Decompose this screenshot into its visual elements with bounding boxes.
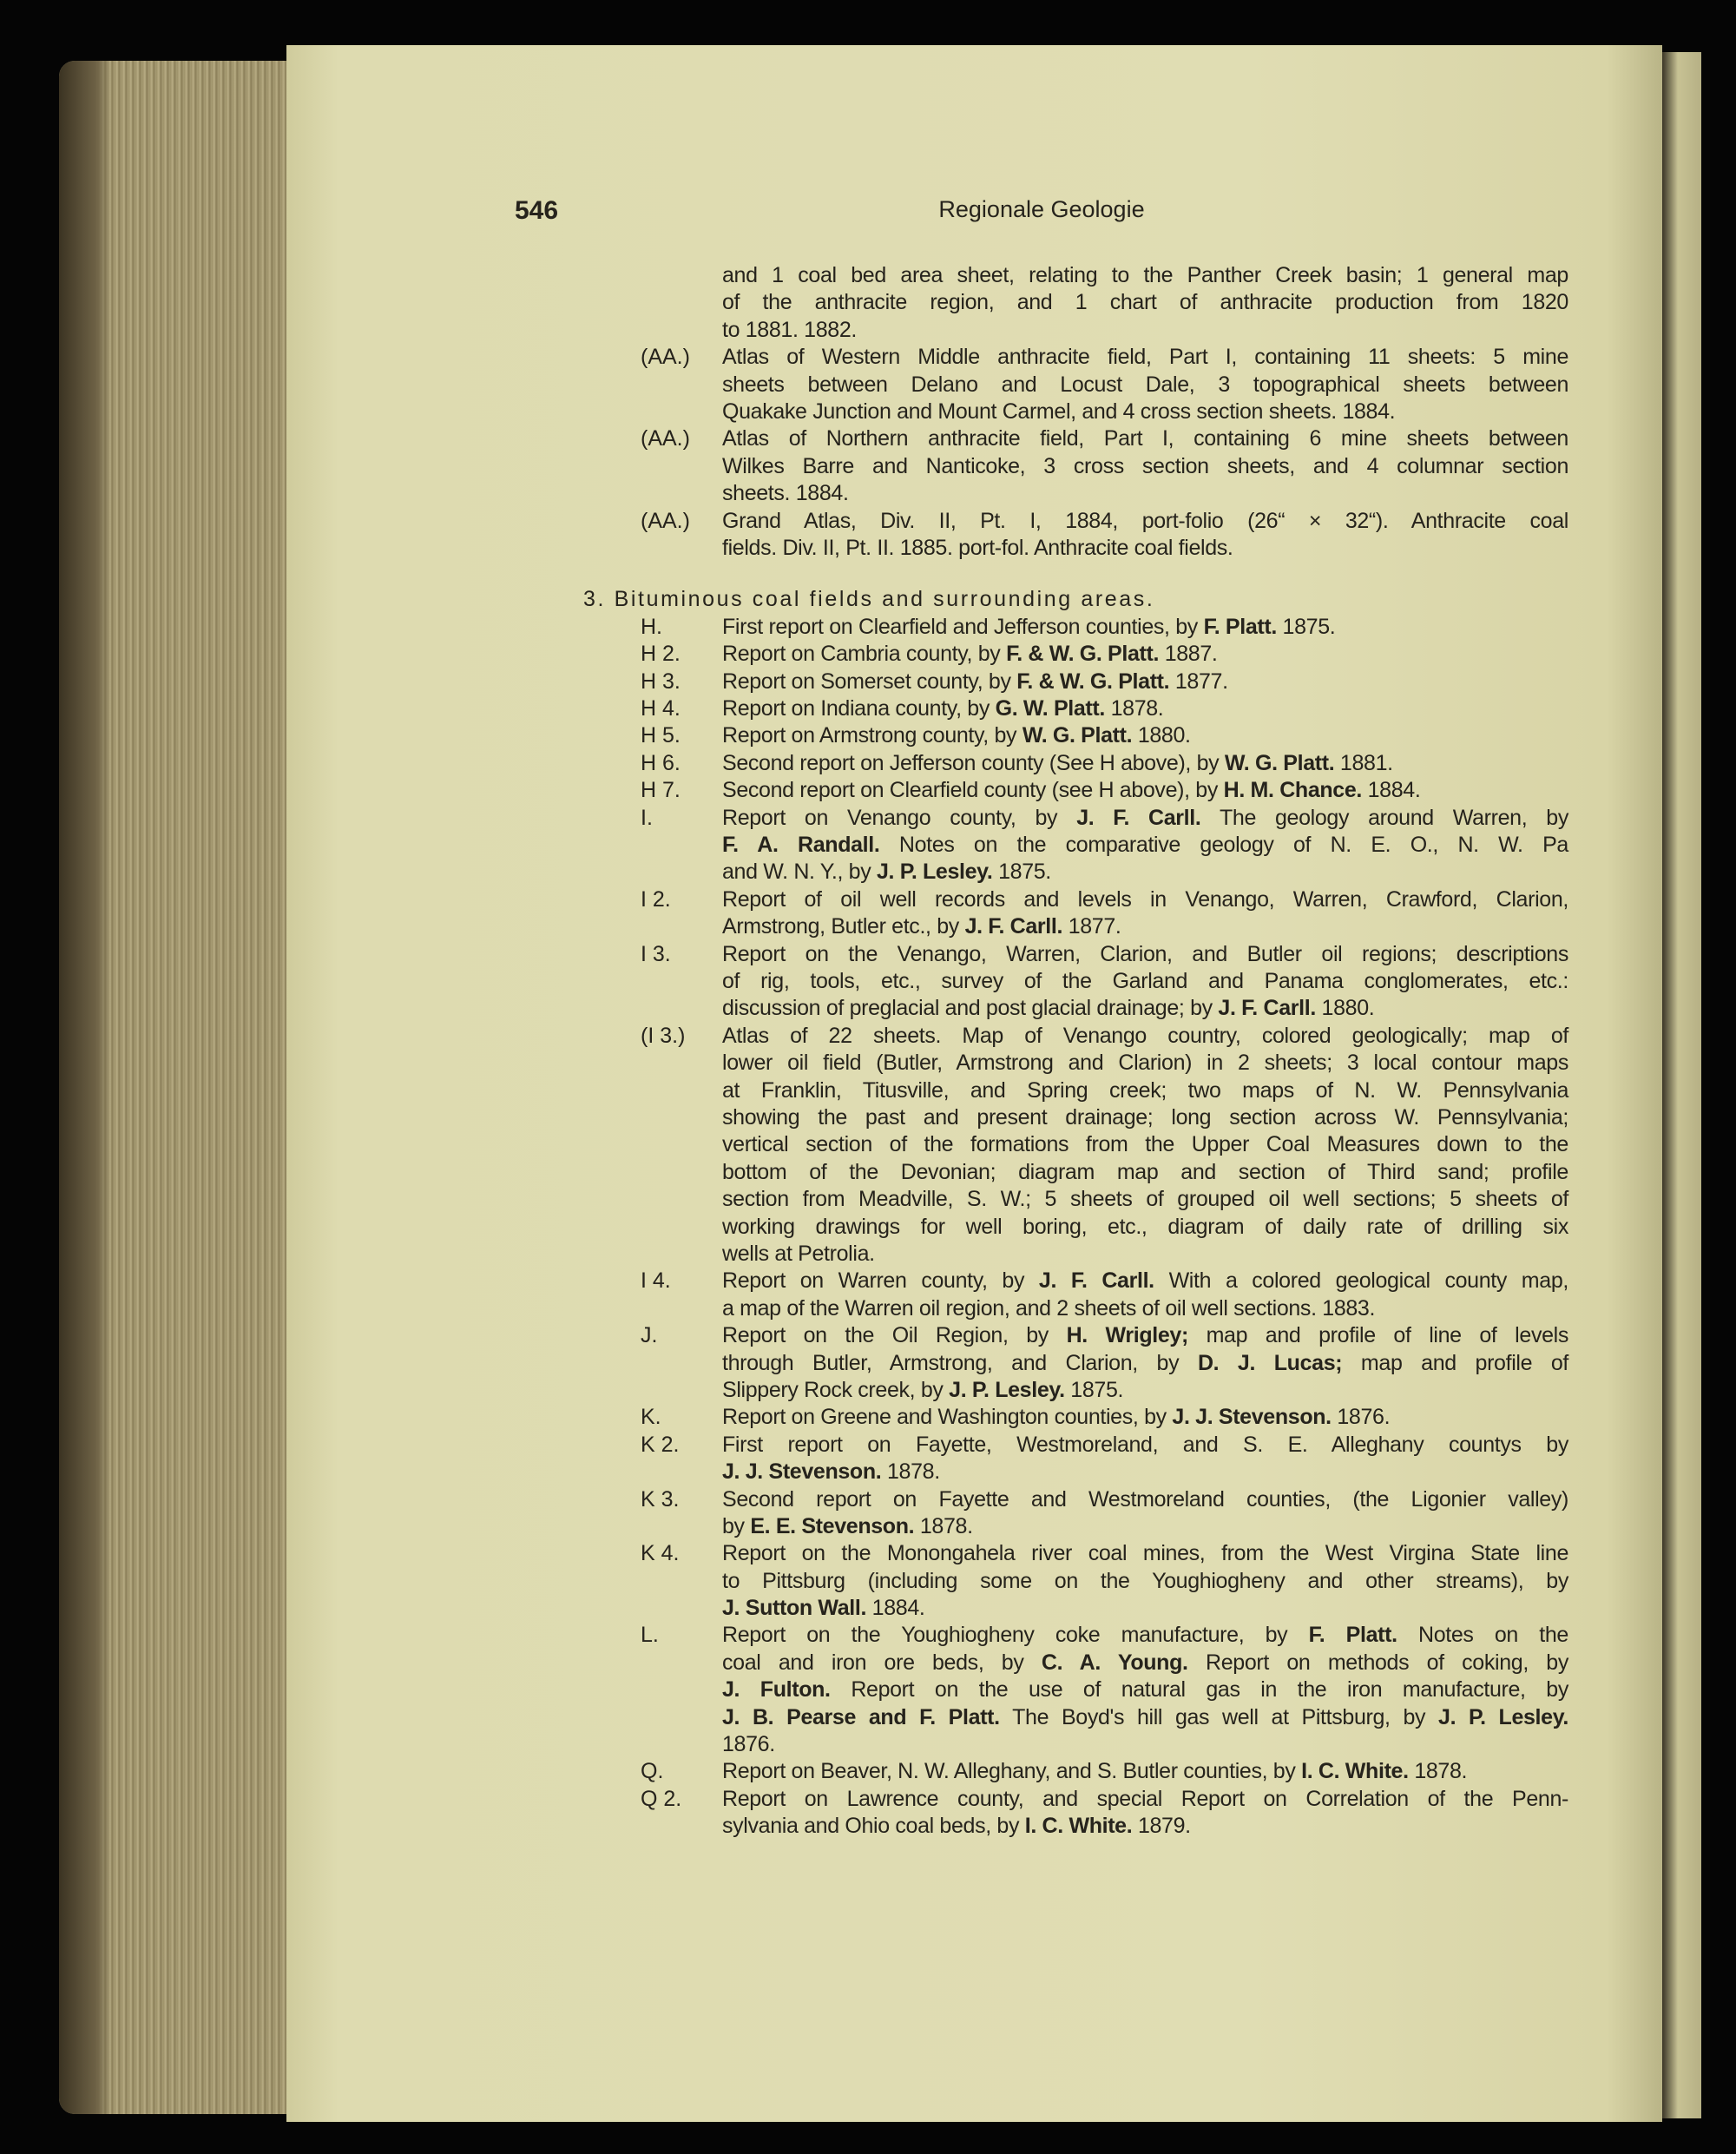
bibliography-entry <box>0 695 1736 722</box>
author-name: W. G. Platt. <box>1022 723 1133 748</box>
entry-text: 1878. <box>1110 695 1164 721</box>
entry-line <box>722 1540 1568 1567</box>
bibliography-entry <box>0 1540 1736 1622</box>
entry-line <box>722 1568 1568 1595</box>
page-body <box>0 262 1736 1841</box>
entry-text: Atlas of Northern anthracite field, Part I, containing 6 mine sheets between <box>722 426 1568 451</box>
entry-line <box>722 1513 1568 1540</box>
entry-text: Report of oil well records and levels in Venango, Warren, Crawford, Clarion, <box>722 886 1568 912</box>
entry-line <box>722 1214 1568 1241</box>
entry-label: H 3. <box>641 669 681 694</box>
entry-text: Report on the Youghiogheny coke manufacture, by <box>722 1623 1288 1648</box>
entry-line <box>722 1241 1568 1268</box>
entry-line <box>722 805 1568 832</box>
entry-label: H 7. <box>641 778 681 803</box>
entry-text: coal and iron ore beds, by <box>722 1650 1024 1675</box>
entry-text: With a colored geological county map, <box>1168 1268 1568 1294</box>
entry-line <box>722 614 1568 641</box>
bituminous-entries <box>0 614 1736 1841</box>
entry-line <box>722 1404 1568 1431</box>
entry-line <box>722 344 1568 371</box>
bibliography-entry <box>0 1432 1736 1486</box>
author-name: F. Platt. <box>1203 614 1277 639</box>
entry-text: 1880. <box>1321 996 1375 1021</box>
entry-text: sylvania and Ohio coal beds, by <box>722 1814 1020 1839</box>
author-name: J. F. Carll. <box>964 914 1063 939</box>
entry-text: of the anthracite region, and 1 chart of anthracite production from 1820 <box>722 290 1568 315</box>
author-name: F. & W. G. Platt. <box>1016 669 1170 694</box>
entry-label: L. <box>641 1623 659 1648</box>
entry-label: H 4. <box>641 695 681 721</box>
entry-line <box>722 669 1568 695</box>
entry-line <box>722 262 1568 289</box>
entry-text: map and profile of line of levels <box>1206 1323 1568 1348</box>
entry-text: Notes on the comparative geology of N. E. O., N. W. Pa <box>898 833 1568 857</box>
entry-line <box>722 1295 1568 1322</box>
entry-label: I 3. <box>641 941 671 966</box>
entry-line <box>722 289 1568 316</box>
entry-line <box>722 1131 1568 1158</box>
entry-text: Report on Lawrence county, and special Report on Correlation of the Penn- <box>722 1786 1568 1811</box>
entry-line <box>722 372 1568 399</box>
entry-text: Report on methods of coking, by <box>1206 1650 1568 1675</box>
entry-text: Report on the Venango, Warren, Clarion, and Butler oil regions; descriptions <box>722 941 1568 966</box>
entry-text: Report on the Oil Region, by <box>722 1323 1049 1348</box>
entry-line <box>722 641 1568 668</box>
entry-text: 1884. <box>871 1596 925 1621</box>
author-name: F. Platt. <box>1308 1623 1397 1648</box>
entry-text: a map of the Warren oil region, and 2 sheets of oil well sections. 1883. <box>722 1295 1376 1321</box>
bibliography-entry <box>0 886 1736 941</box>
author-name: C. A. Young. <box>1041 1650 1188 1675</box>
entry-text: fields. Div. II, Pt. II. 1885. port-fol. Anthracite coal fields. <box>722 535 1233 560</box>
author-name: J. Fulton. <box>722 1677 831 1703</box>
bibliography-entry <box>0 722 1736 749</box>
entry-label: J. <box>641 1323 658 1348</box>
entry-text: wells at Petrolia. <box>722 1241 875 1266</box>
entry-text: Report on Armstrong county, by <box>722 723 1017 748</box>
entry-text: Grand Atlas, Div. II, Pt. I, 1884, port-folio (26“ × 32“). Anthracite coal <box>722 508 1568 533</box>
entry-text: 1881. <box>1339 750 1393 775</box>
author-name: F. & W. G. Platt. <box>1006 642 1160 667</box>
entry-text: map and profile of <box>1360 1350 1568 1375</box>
entry-text: sheets between Delano and Locust Dale, 3 topographical sheets between <box>722 372 1568 397</box>
entry-line <box>722 1432 1568 1459</box>
entry-line <box>722 1350 1568 1377</box>
running-head: Regionale Geologie <box>938 196 1145 222</box>
entry-text: 1877. <box>1068 914 1121 939</box>
entry-label: K. <box>641 1405 661 1430</box>
bibliography-entry <box>0 1268 1736 1322</box>
author-name: D. J. Lucas; <box>1197 1350 1343 1375</box>
entry-line <box>722 777 1568 804</box>
author-name: J. B. Pearse and F. Platt. <box>722 1704 1000 1729</box>
author-name: W. G. Platt. <box>1224 750 1335 775</box>
entry-line <box>722 1186 1568 1213</box>
entry-line <box>722 1268 1568 1294</box>
entry-text: showing the past and present drainage; long section across W. Pennsylvania; <box>722 1104 1568 1130</box>
entry-text: to 1881. 1882. <box>722 317 857 342</box>
entry-label: I. <box>641 805 653 830</box>
entry-label: I 2. <box>641 886 671 912</box>
author-name: E. E. Stevenson. <box>750 1513 915 1538</box>
entry-label: (I 3.) <box>641 1023 686 1048</box>
author-name: J. F. Carll. <box>1218 996 1316 1021</box>
author-name: J. F. Carll. <box>1076 805 1201 830</box>
author-name: I. C. White. <box>1301 1759 1409 1784</box>
entry-text: Report on Beaver, N. W. Alleghany, and S. Butler counties, by <box>722 1759 1296 1784</box>
entry-text: 1876. <box>1337 1405 1391 1430</box>
entry-line <box>722 750 1568 777</box>
author-name: J. Sutton Wall. <box>722 1596 867 1621</box>
page-number: 546 <box>515 196 559 225</box>
entry-label: K 3. <box>641 1486 680 1512</box>
bibliography-entry <box>0 262 1736 344</box>
bibliography-entry <box>0 1622 1736 1758</box>
entry-text: 1875. <box>1070 1377 1124 1402</box>
author-name: J. F. Carll. <box>1038 1268 1154 1294</box>
entry-text: 1875. <box>998 860 1051 885</box>
entry-text: through Butler, Armstrong, and Clarion, by <box>722 1350 1180 1375</box>
entry-text: working drawings for well boring, etc., diagram of daily rate of drilling six <box>722 1214 1568 1239</box>
entry-line <box>722 1104 1568 1131</box>
entry-line <box>722 1595 1568 1622</box>
entry-text: 1880. <box>1137 723 1191 748</box>
author-name: G. W. Platt. <box>995 695 1105 721</box>
section-heading: 3. Bituminous coal fields and surrounding areas. <box>583 587 1155 612</box>
entry-label: (AA.) <box>641 508 690 533</box>
entry-text: Notes on the <box>1418 1623 1568 1648</box>
author-name: J. P. Lesley. <box>1438 1704 1569 1729</box>
author-name: I. C. White. <box>1024 1814 1133 1839</box>
entry-text: The geology around Warren, by <box>1219 805 1568 830</box>
bibliography-entry <box>0 425 1736 507</box>
entry-text: Report on Cambria county, by <box>722 642 1001 667</box>
entry-text: Wilkes Barre and Nanticoke, 3 cross section sheets, and 4 columnar section <box>722 453 1568 478</box>
entry-line <box>722 1377 1568 1404</box>
entry-label: H 2. <box>641 642 681 667</box>
bibliography-entry <box>0 1023 1736 1268</box>
entry-text: by <box>722 1513 745 1538</box>
bibliography-entry <box>0 1486 1736 1541</box>
entry-text: Quakake Junction and Mount Carmel, and 4 cross section sheets. 1884. <box>722 399 1396 424</box>
entry-text: Armstrong, Butler etc., by <box>722 914 959 939</box>
entry-line <box>722 832 1568 859</box>
entry-text: Atlas of 22 sheets. Map of Venango country, colored geologically; map of <box>722 1023 1568 1048</box>
entry-line <box>722 886 1568 913</box>
entry-line <box>722 508 1568 535</box>
anthracite-entries <box>0 262 1736 562</box>
entry-line <box>722 695 1568 722</box>
entry-text: 1878. <box>919 1513 973 1538</box>
author-name: J. J. Stevenson. <box>722 1459 882 1485</box>
bibliography-entry <box>0 1322 1736 1404</box>
entry-line <box>722 859 1568 886</box>
entry-line <box>722 1704 1568 1731</box>
entry-text: 1884. <box>1367 778 1421 803</box>
entry-line <box>722 480 1568 507</box>
author-name: J. P. Lesley. <box>949 1377 1065 1402</box>
entry-line <box>722 1731 1568 1758</box>
entry-text: and 1 coal bed area sheet, relating to the Panther Creek basin; 1 general map <box>722 263 1568 287</box>
entry-line <box>722 1650 1568 1676</box>
entry-line <box>722 399 1568 425</box>
entry-line <box>722 1676 1568 1703</box>
bibliography-entry <box>0 777 1736 804</box>
bibliography-entry <box>0 1786 1736 1841</box>
entry-text: lower oil field (Butler, Armstrong and Clarion) in 2 sheets; 3 local contour maps <box>722 1051 1568 1076</box>
entry-text: Report on Somerset county, by <box>722 669 1011 694</box>
author-name: H. M. Chance. <box>1223 778 1362 803</box>
entry-text: bottom of the Devonian; diagram map and section of Third sand; profile <box>722 1159 1568 1184</box>
bibliography-entry <box>0 614 1736 641</box>
author-name: J. P. Lesley. <box>876 860 993 885</box>
entry-text: 1878. <box>1414 1759 1468 1784</box>
entry-line <box>722 1159 1568 1186</box>
entry-line <box>722 425 1568 452</box>
entry-text: at Franklin, Titusville, and Spring creek; two maps of N. W. Pennsylvania <box>722 1077 1568 1103</box>
entry-text: Report on the use of natural gas in the iron manufacture, by <box>851 1677 1568 1703</box>
author-name: J. J. Stevenson. <box>1172 1405 1332 1430</box>
entry-label: K 2. <box>641 1432 680 1457</box>
entry-label: H 5. <box>641 723 681 748</box>
entry-text: section from Meadville, S. W.; 5 sheets of grouped oil well sections; 5 sheets of <box>722 1187 1568 1212</box>
entry-label: (AA.) <box>641 426 690 451</box>
bibliography-entry <box>0 669 1736 695</box>
entry-label: Q. <box>641 1759 664 1784</box>
entry-text: 1887. <box>1164 642 1218 667</box>
entry-line <box>722 1758 1568 1785</box>
entry-text: Second report on Clearfield county (see H above), by <box>722 778 1219 803</box>
bibliography-entry <box>0 508 1736 563</box>
entry-text: of rig, tools, etc., survey of the Garland and Panama conglomerates, etc.: <box>722 968 1568 993</box>
entry-text: Atlas of Western Middle anthracite field, Part I, containing 11 sheets: 5 mine <box>722 345 1568 370</box>
entry-line <box>722 1813 1568 1840</box>
entry-text: First report on Fayette, Westmoreland, and S. E. Alleghany countys by <box>722 1432 1568 1457</box>
entry-label: I 4. <box>641 1268 671 1294</box>
author-name: H. Wrigley; <box>1066 1323 1188 1348</box>
entry-text: sheets. 1884. <box>722 481 849 506</box>
entry-text: Second report on Fayette and Westmoreland counties, (the Ligonier valley) <box>722 1486 1568 1512</box>
bibliography-entry <box>0 1404 1736 1431</box>
entry-text: 1878. <box>886 1459 940 1485</box>
entry-line <box>722 1459 1568 1485</box>
entry-line <box>722 1786 1568 1813</box>
bibliography-entry <box>0 1758 1736 1785</box>
bibliography-entry <box>0 641 1736 668</box>
entry-label: (AA.) <box>641 345 690 370</box>
entry-line <box>722 535 1568 562</box>
bibliography-entry <box>0 750 1736 777</box>
entry-line <box>722 1050 1568 1077</box>
entry-line <box>722 722 1568 749</box>
entry-text: Second report on Jefferson county (See H above), by <box>722 750 1220 775</box>
entry-text: 1879. <box>1137 1814 1191 1839</box>
entry-text: Report on Greene and Washington counties, by <box>722 1405 1167 1430</box>
entry-text: and W. N. Y., by <box>722 860 871 885</box>
entry-line <box>722 453 1568 480</box>
entry-text: The Boyd's hill gas well at Pittsburg, by <box>1012 1704 1426 1729</box>
entry-label: K 4. <box>641 1541 680 1566</box>
entry-text: Report on Venango county, by <box>722 805 1058 830</box>
entry-text: Report on Indiana county, by <box>722 695 990 721</box>
entry-text: to Pittsburg (including some on the Youghiogheny and other streams), by <box>722 1568 1568 1593</box>
entry-text: discussion of preglacial and post glacial drainage; by <box>722 996 1213 1021</box>
entry-line <box>722 1023 1568 1050</box>
entry-text: 1876. <box>722 1732 775 1757</box>
entry-line <box>722 1622 1568 1649</box>
entry-label: H 6. <box>641 750 681 775</box>
entry-label: Q 2. <box>641 1786 682 1811</box>
bibliography-entry <box>0 941 1736 1023</box>
entry-line <box>722 317 1568 344</box>
entry-line <box>722 995 1568 1022</box>
entry-text: 1875. <box>1282 614 1336 639</box>
entry-line <box>722 913 1568 940</box>
author-name: F. A. Randall. <box>722 833 880 857</box>
entry-text: Report on Warren county, by <box>722 1268 1025 1294</box>
entry-line <box>722 968 1568 995</box>
entry-label: H. <box>641 614 662 639</box>
entry-text: Slippery Rock creek, by <box>722 1377 944 1402</box>
entry-line <box>722 1077 1568 1104</box>
entry-text: Report on the Monongahela river coal mines, from the West Virgina State line <box>722 1541 1568 1566</box>
entry-text: First report on Clearfield and Jefferson counties, by <box>722 614 1198 639</box>
entry-text: vertical section of the formations from the Upper Coal Measures down to the <box>722 1132 1568 1157</box>
bibliography-entry <box>0 805 1736 886</box>
entry-text: 1877. <box>1174 669 1228 694</box>
entry-line <box>722 941 1568 968</box>
entry-line <box>722 1322 1568 1349</box>
entry-line <box>722 1486 1568 1513</box>
bibliography-entry <box>0 344 1736 425</box>
